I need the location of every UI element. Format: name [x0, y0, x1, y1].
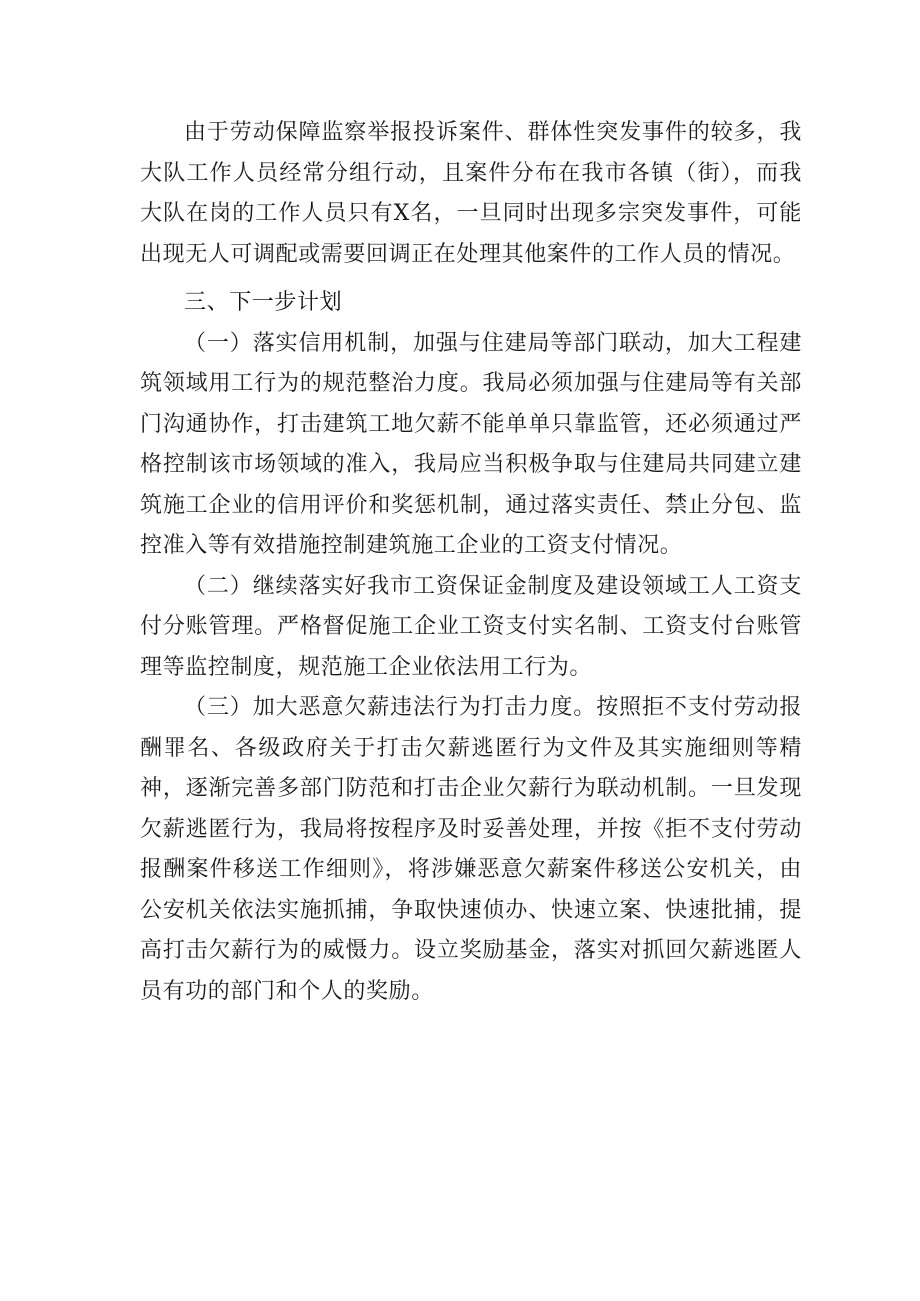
- section-heading-next-steps: 三、下一步计划: [184, 290, 343, 315]
- paragraph-crackdown: （三）加大恶意欠薪违法行为打击力度。按照拒不支付劳动报酬罪名、各级政府关于打击欠薪逃匿行为文件及其实施细则等精神，逐渐完善多部门防范和打击企业欠薪行为联动机制。一旦发现欠薪逃匿行为，我局将按程序及时妥善处理，并按《拒不支付劳动报酬案件移送工作细则》，将涉嫌恶意欠薪案件移送公安机关，由公安机关依法实施抓捕，争取快速侦办、快速立案、快速批捕，提高打击欠薪行为的威慑力。设立奖励基金，落实对抓回欠薪逃匿人员有功的部门和个人的奖励。: [140, 695, 802, 1004]
- paragraph-wage-guarantee: （二）继续落实好我市工资保证金制度及建设领域工人工资支付分账管理。严格督促施工企业工资支付实名制、工资支付台账管理等监控制度，规范施工企业依法用工行为。: [140, 573, 802, 680]
- paragraph-staffing-shortage: 由于劳动保障监察举报投诉案件、群体性突发事件的较多，我大队工作人员经常分组行动，且案件分布在我市各镇（街），而我大队在岗的工作人员只有X名，一旦同时出现多宗突发事件，可能出现无人可调配或需要回调正在处理其他案件的工作人员的情况。: [140, 120, 802, 267]
- paragraph-credit-mechanism: （一）落实信用机制，加强与住建局等部门联动，加大工程建筑领域用工行为的规范整治力度。我局必须加强与住建局等有关部门沟通协作，打击建筑工地欠薪不能单单只靠监管，还必须通过严格控制该市场领域的准入，我局应当积极争取与住建局共同建立建筑施工企业的信用评价和奖惩机制，通过落实责任、禁止分包、监控准入等有效措施控制建筑施工企业的工资支付情况。: [140, 330, 802, 558]
- document-body: [140, 113, 802, 1012]
